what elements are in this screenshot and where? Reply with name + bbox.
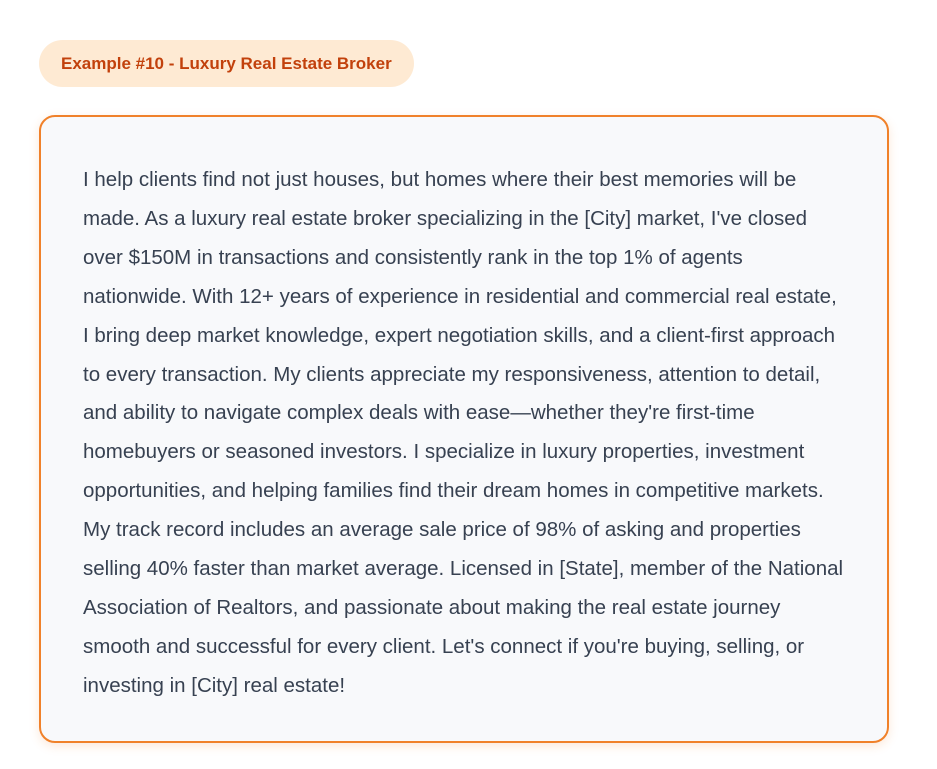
example-card bbox=[39, 115, 889, 743]
example-text: I help clients find not just houses, but homes where their best memories will be made. As a luxury real estate broker specializing in the [City] market, I've closed over $150M in transactions and consistently rank in the top 1% of agents nationwide. With 12+ years of experience in residential and commercial real estate, I bring deep market knowledge, expert negotiation skills, and a client-first approach to every transaction. My clients appreciate my responsiveness, attention to detail, and ability to navigate complex deals with ease—whether they're first-time homebuyers or seasoned investors. I specialize in luxury properties, investment opportunities, and helping families find their dream homes in competitive markets. My track record includes an average sale price of 98% of asking and properties selling 40% faster than market average. Licensed in [State], member of the National Association of Realtors, and passionate about making the real estate journey smooth and successful for every client. Let's connect if you're buying, selling, or investing in [City] real estate! bbox=[83, 168, 844, 697]
example-badge: Example #10 - Luxury Real Estate Broker bbox=[39, 40, 414, 87]
